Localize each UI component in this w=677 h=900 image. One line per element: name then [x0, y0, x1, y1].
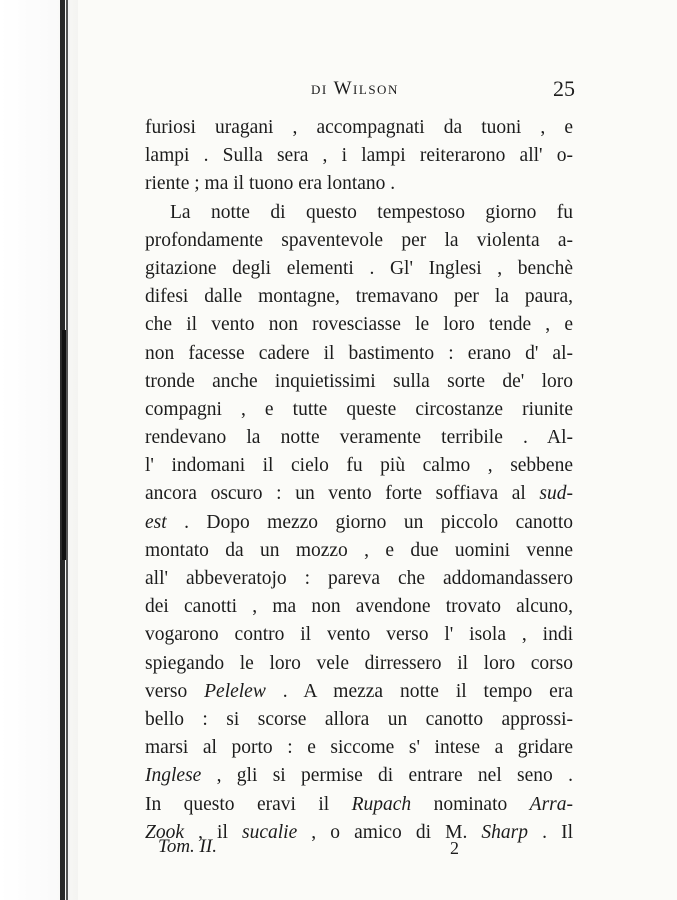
italic-term: Pelelew — [204, 680, 266, 702]
text-line: Inglese , gli si permise di entrare nel seno . — [145, 765, 573, 787]
text-line: spiegando le loro vele dirressero il loro corso — [145, 652, 573, 674]
text-line: ancora oscuro : un vento forte soffiava al sud- — [145, 483, 573, 505]
text-line: l' indomani il cielo fu più calmo , sebbene — [145, 455, 573, 477]
text-line: rendevano la notte veramente terribile . Al- — [145, 427, 573, 449]
text-line: furiosi uragani , accompagnati da tuoni , e — [145, 117, 573, 138]
italic-term: Rupach — [351, 793, 412, 815]
spine-edge-line-inner — [66, 0, 68, 900]
body-text — [145, 114, 573, 847]
text-line: non facesse cadere il bastimento : erano d' al- — [145, 342, 573, 364]
text-line: tronde anche inquietissimi sulla sorte de' loro — [145, 370, 573, 392]
paragraph-start-line: La notte di questo tempestoso giorno fu — [170, 201, 573, 223]
text-line: vogarono contro il vento verso l' isola , indi — [145, 624, 573, 646]
text-line: In questo eravi il Rupach nominato Arra- — [145, 793, 573, 815]
text-line: gitazione degli elementi . Gl' Inglesi , benchè — [145, 257, 573, 279]
italic-term: Zook — [145, 821, 184, 843]
italic-term: Inglese — [145, 765, 202, 787]
italic-term: est — [145, 511, 167, 533]
italic-term: sud- — [539, 483, 573, 505]
text-line: profondamente spaventevole per la violenta a- — [145, 229, 573, 251]
volume-signature: Tom. II. — [158, 836, 217, 857]
italic-term: sucalie — [241, 821, 298, 843]
text-line: marsi al porto : e siccome s' intese a gridare — [145, 737, 573, 759]
text-line: bello : si scorse allora un canotto approssi- — [145, 708, 573, 730]
text-line: Zook , il sucalie , o amico di M. Sharp . Il — [145, 821, 573, 843]
text-line: montato da un mozzo , e due uomini venne — [145, 539, 573, 561]
text-line: difesi dalle montagne, tremavano per la paura, — [145, 286, 573, 308]
signature-mark: 2 — [450, 838, 459, 858]
text-line: compagni , e tutte queste circostanze riunite — [145, 398, 573, 420]
text-line: riente ; ma il tuono era lontano . — [145, 173, 396, 195]
text-line: est . Dopo mezzo giorno un piccolo canotto — [145, 511, 573, 533]
text-line: dei canotti , ma non avendone trovato alcuno, — [145, 596, 573, 618]
page-number: 25 — [553, 76, 575, 101]
text-line: lampi . Sulla sera , i lampi reiterarono all' o- — [145, 145, 573, 167]
italic-term: Arra- — [529, 793, 573, 815]
text-line: all' abbeveratojo : pareva che addomandassero — [145, 568, 573, 589]
running-title: di Wilson — [311, 78, 399, 99]
text-line: verso Pelelew . A mezza notte il tempo era — [145, 680, 573, 702]
italic-term: Sharp — [481, 821, 529, 843]
text-line: che il vento non rovesciasse le loro tende , e — [145, 314, 573, 336]
binding-gutter — [0, 0, 78, 900]
spine-shadow — [62, 330, 66, 560]
